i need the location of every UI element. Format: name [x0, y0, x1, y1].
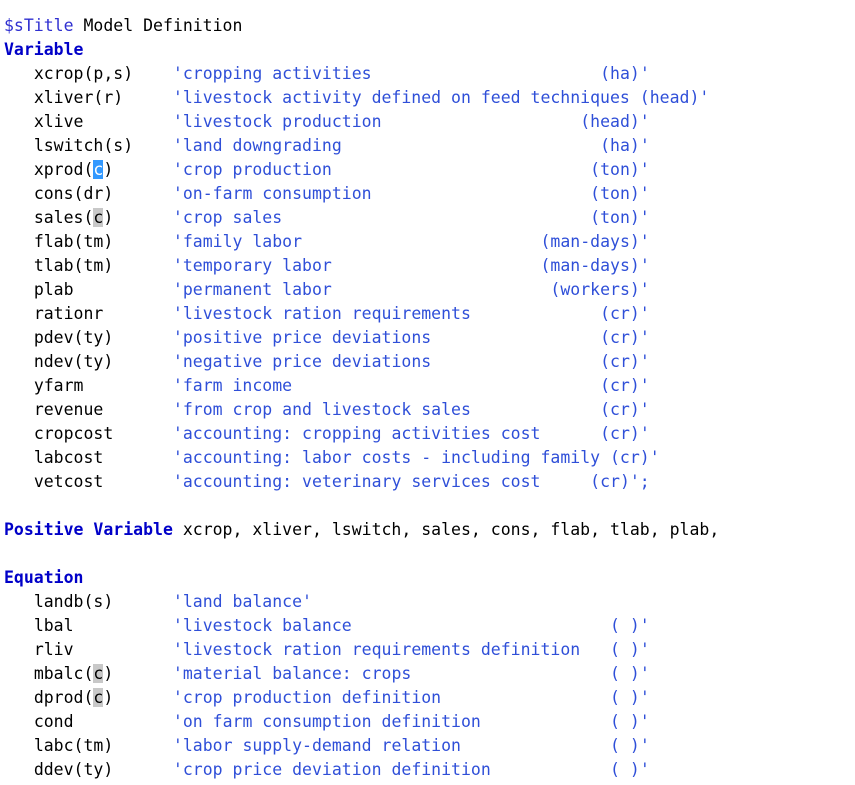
indent [4, 304, 34, 323]
symbol-comment: 'accounting: cropping activities cost [172, 424, 541, 443]
indent [4, 760, 34, 779]
symbol-unit: ( )' [610, 640, 650, 659]
spacer [382, 112, 581, 131]
spacer [411, 664, 610, 683]
spacer [481, 712, 610, 731]
spacer [630, 88, 640, 107]
variable-entry-6[interactable] [4, 206, 855, 230]
symbol-comment: 'land downgrading [172, 136, 342, 155]
symbol-comment: 'livestock ration requirements [172, 304, 471, 323]
variable-entry-16[interactable] [4, 446, 855, 470]
indent [4, 376, 34, 395]
symbol-name: rationr [33, 304, 104, 323]
equation-entry-0[interactable] [4, 590, 855, 614]
symbol-name: rliv [33, 640, 74, 659]
symbol-unit: (man-days)' [540, 232, 650, 251]
spacer [540, 424, 600, 443]
symbol-unit: (cr)' [600, 424, 650, 443]
variable-entry-3[interactable] [4, 134, 855, 158]
symbol-name: cond [33, 712, 74, 731]
spacer [332, 280, 551, 299]
indent [4, 592, 34, 611]
symbol-unit: (cr)' [600, 376, 650, 395]
spacer [113, 424, 173, 443]
symbol-name-highlight[interactable]: c [93, 208, 104, 227]
spacer [123, 88, 173, 107]
symbol-comment: 'positive price deviations [172, 328, 432, 347]
indent [4, 448, 34, 467]
spacer [113, 760, 173, 779]
symbol-name: xlive [33, 112, 84, 131]
symbol-comment: 'on farm consumption definition [172, 712, 481, 731]
spacer [113, 256, 173, 275]
symbol-unit: (man-days)' [540, 256, 650, 275]
spacer [600, 448, 610, 467]
spacer [74, 712, 173, 731]
symbol-name-highlight[interactable]: c [93, 664, 104, 683]
equation-keyword-line[interactable] [4, 566, 855, 590]
symbol-comment: 'livestock production [172, 112, 382, 131]
symbol-name: pdev(ty) [33, 328, 114, 347]
equation-entry-2[interactable] [4, 638, 855, 662]
indent [4, 208, 34, 227]
symbol-comment: 'temporary labor [172, 256, 332, 275]
keyword-variable: Variable [4, 40, 84, 59]
spacer [103, 472, 173, 491]
indent [4, 472, 34, 491]
spacer [471, 400, 600, 419]
blank-line [4, 494, 855, 518]
symbol-unit: (ton)' [590, 184, 650, 203]
symbol-unit: (ha)' [600, 64, 650, 83]
symbol-comment: 'negative price deviations [172, 352, 432, 371]
symbol-comment: 'livestock balance [172, 616, 352, 635]
spacer [431, 352, 600, 371]
spacer [372, 64, 600, 83]
symbol-name: mbalc( [33, 664, 94, 683]
spacer [113, 688, 173, 707]
symbol-unit: ( )' [610, 688, 650, 707]
symbol-name: revenue [33, 400, 104, 419]
symbol-name-suffix: ) [103, 688, 114, 707]
symbol-comment: 'livestock ration requirements definition [172, 640, 581, 659]
indent [4, 64, 34, 83]
stitle-text: Model Definition [73, 16, 243, 35]
variable-entry-10[interactable] [4, 302, 855, 326]
symbol-unit: (ton)' [590, 208, 650, 227]
symbol-unit: (workers)' [550, 280, 650, 299]
symbol-comment: 'from crop and livestock sales [172, 400, 471, 419]
spacer [471, 304, 600, 323]
symbol-name-suffix: ) [103, 664, 114, 683]
symbol-comment: 'livestock activity defined on feed techniques [172, 88, 630, 107]
spacer [83, 112, 172, 131]
stitle-directive: $sTitle [4, 16, 74, 35]
spacer [83, 376, 172, 395]
spacer [441, 688, 610, 707]
symbol-comment: 'accounting: veterinary services cost [172, 472, 541, 491]
spacer [540, 472, 590, 491]
symbol-name: ddev(ty) [33, 760, 114, 779]
keyword-positive-variable: Positive Variable [4, 520, 173, 539]
equation-entry-5[interactable] [4, 710, 855, 734]
symbol-unit: ( )' [610, 664, 650, 683]
symbol-unit: (head)' [580, 112, 650, 131]
spacer [74, 640, 173, 659]
variable-entry-7[interactable] [4, 230, 855, 254]
symbol-name: lswitch(s) [33, 136, 134, 155]
variable-entry-13[interactable] [4, 374, 855, 398]
positive-variable-list: xcrop, xliver, lswitch, sales, cons, flab, tlab, plab, [172, 520, 720, 539]
spacer [113, 184, 173, 203]
symbol-name-highlight[interactable]: c [93, 160, 104, 179]
indent [4, 160, 34, 179]
variable-entry-11[interactable] [4, 326, 855, 350]
symbol-name: labcost [33, 448, 104, 467]
symbol-comment: 'crop production [172, 160, 332, 179]
symbol-comment: 'on-farm consumption [172, 184, 372, 203]
indent [4, 280, 34, 299]
keyword-equation: Equation [4, 568, 84, 587]
symbol-name: plab [33, 280, 74, 299]
variable-entry-17[interactable] [4, 470, 855, 494]
spacer [292, 376, 600, 395]
equation-entry-3[interactable] [4, 662, 855, 686]
symbol-name: lbal [33, 616, 74, 635]
indent [4, 184, 34, 203]
variable-entry-5[interactable] [4, 182, 855, 206]
symbol-name-suffix: ) [103, 208, 114, 227]
spacer [74, 616, 173, 635]
spacer [113, 328, 173, 347]
spacer [461, 736, 610, 755]
symbol-name: tlab(tm) [33, 256, 114, 275]
symbol-name: vetcost [33, 472, 104, 491]
equation-entry-4[interactable] [4, 686, 855, 710]
variable-entry-0[interactable] [4, 62, 855, 86]
symbol-unit: (cr)' [600, 352, 650, 371]
spacer [113, 352, 173, 371]
symbol-name-highlight[interactable]: c [93, 688, 104, 707]
variable-entry-1[interactable] [4, 86, 855, 110]
section-keyword-line[interactable] [4, 38, 855, 62]
indent [4, 640, 34, 659]
symbol-name: yfarm [33, 376, 84, 395]
symbol-comment: 'crop production definition [172, 688, 442, 707]
spacer [133, 136, 173, 155]
symbol-name: sales( [33, 208, 94, 227]
variable-entry-15[interactable] [4, 422, 855, 446]
symbol-unit: ( )' [610, 736, 650, 755]
symbol-name: xcrop(p,s) [33, 64, 134, 83]
variable-entry-12[interactable] [4, 350, 855, 374]
symbol-comment: 'permanent labor [172, 280, 332, 299]
symbol-unit: ( )' [610, 712, 650, 731]
indent [4, 712, 34, 731]
symbol-unit: (cr)'; [590, 472, 650, 491]
spacer [332, 160, 590, 179]
variable-entry-4[interactable] [4, 158, 855, 182]
symbol-comment: 'crop sales [172, 208, 283, 227]
equation-entry-6[interactable] [4, 734, 855, 758]
symbol-unit: (ha)' [600, 136, 650, 155]
indent [4, 88, 34, 107]
spacer [113, 232, 173, 251]
symbol-name: xliver(r) [33, 88, 124, 107]
spacer [113, 592, 173, 611]
symbol-comment: 'farm income [172, 376, 293, 395]
indent [4, 664, 34, 683]
equation-entry-1[interactable] [4, 614, 855, 638]
symbol-comment: 'accounting: labor costs - including family [172, 448, 601, 467]
spacer [282, 208, 590, 227]
spacer [74, 280, 173, 299]
indent [4, 736, 34, 755]
indent [4, 616, 34, 635]
symbol-comment: 'cropping activities [172, 64, 372, 83]
indent [4, 256, 34, 275]
spacer [103, 304, 173, 323]
indent [4, 112, 34, 131]
indent [4, 352, 34, 371]
spacer [113, 208, 173, 227]
symbol-comment: 'labor supply-demand relation [172, 736, 461, 755]
indent [4, 688, 34, 707]
symbol-comment: 'material balance: crops [172, 664, 412, 683]
symbol-name: dprod( [33, 688, 94, 707]
spacer [113, 664, 173, 683]
indent [4, 328, 34, 347]
symbol-name: landb(s) [33, 592, 114, 611]
indent [4, 136, 34, 155]
symbol-unit: (cr)' [600, 304, 650, 323]
indent [4, 232, 34, 251]
indent [4, 424, 34, 443]
title-line[interactable] [4, 14, 855, 38]
symbol-comment: 'land balance' [172, 592, 312, 611]
spacer [580, 640, 610, 659]
variable-entry-8[interactable] [4, 254, 855, 278]
spacer [372, 184, 591, 203]
variable-entry-9[interactable] [4, 278, 855, 302]
symbol-name: xprod( [33, 160, 94, 179]
spacer [103, 448, 173, 467]
symbol-unit: (head)' [639, 88, 710, 107]
spacer [133, 64, 173, 83]
symbol-name: cropcost [33, 424, 114, 443]
symbol-name: ndev(ty) [33, 352, 114, 371]
symbol-comment: 'family labor [172, 232, 303, 251]
spacer [352, 616, 610, 635]
symbol-unit: (ton)' [590, 160, 650, 179]
spacer [302, 232, 540, 251]
symbol-unit: (cr)' [610, 448, 660, 467]
symbol-name: cons(dr) [33, 184, 114, 203]
symbol-unit: ( )' [610, 616, 650, 635]
symbol-unit: (cr)' [600, 328, 650, 347]
spacer [491, 760, 610, 779]
spacer [342, 136, 600, 155]
indent [4, 400, 34, 419]
positive-variable-line[interactable] [4, 518, 855, 542]
variable-entry-2[interactable] [4, 110, 855, 134]
symbol-comment: 'crop price deviation definition [172, 760, 491, 779]
spacer [113, 736, 173, 755]
variable-entry-14[interactable] [4, 398, 855, 422]
spacer [103, 400, 173, 419]
symbol-name: flab(tm) [33, 232, 114, 251]
blank-line [4, 542, 855, 566]
symbol-unit: (cr)' [600, 400, 650, 419]
equation-entry-7[interactable] [4, 758, 855, 782]
symbol-name: labc(tm) [33, 736, 114, 755]
symbol-unit: ( )' [610, 760, 650, 779]
symbol-name-suffix: ) [103, 160, 114, 179]
spacer [431, 328, 600, 347]
spacer [113, 160, 173, 179]
spacer [332, 256, 541, 275]
